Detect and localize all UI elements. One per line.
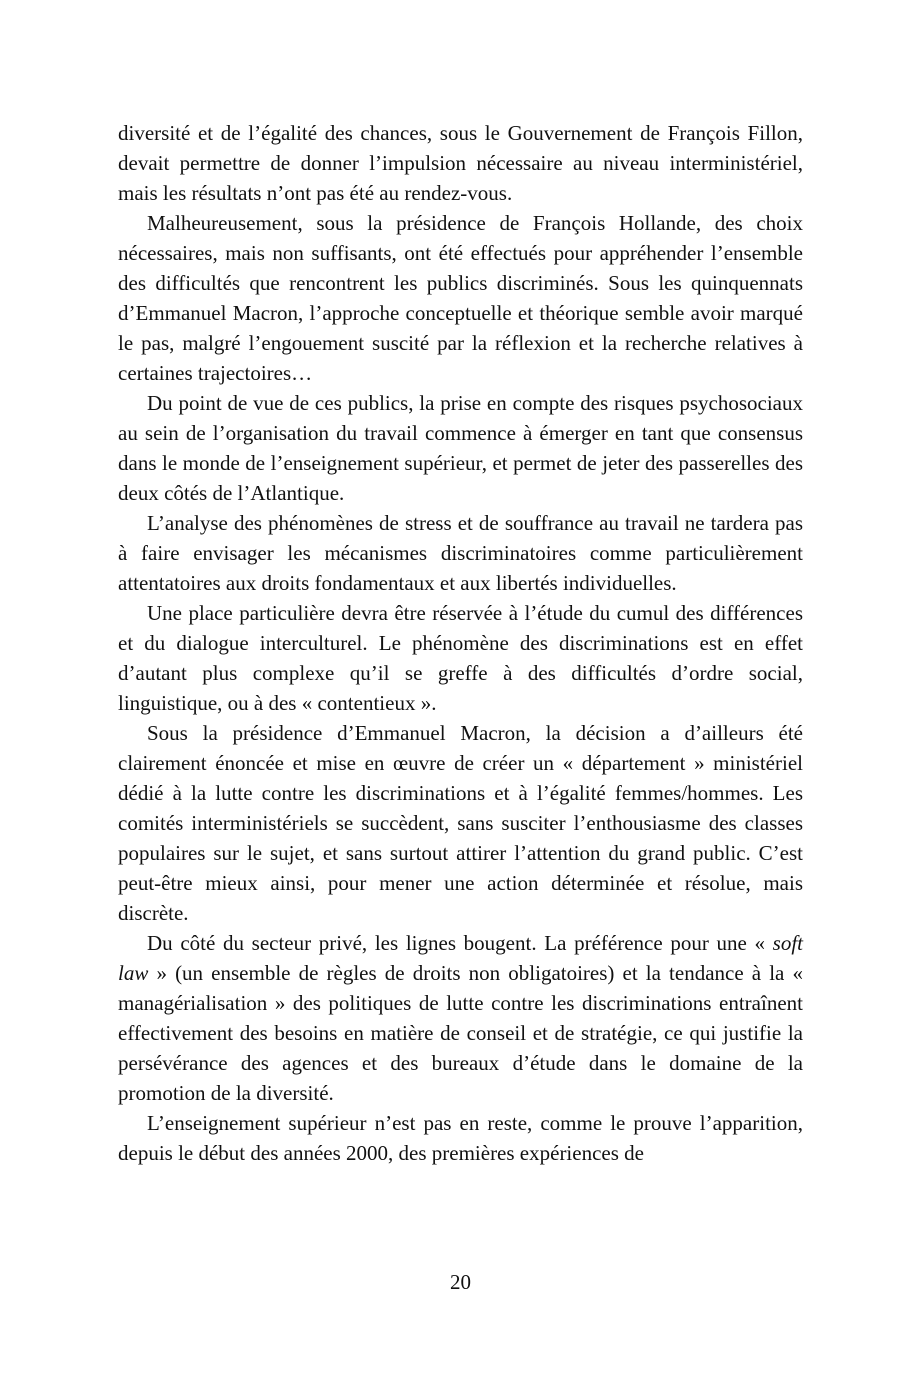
paragraph-private-sector bbox=[118, 928, 803, 1108]
paragraph-higher-education: L’enseignement supérieur n’est pas en reste, comme le prouve l’apparition, depuis le début des années 2000, des premières expériences de bbox=[118, 1111, 803, 1165]
italic-term: soft law bbox=[118, 931, 803, 985]
paragraph-text: » (un ensemble de règles de droits non obligatoires) et la tendance à la « managérialisation » des politiques de lutte contre les discriminations entraînent effectivement des besoins en matière de conseil et de stratégie, ce qui justifie la persévérance des agences et des bureaux d’étude dans le domaine de la promotion de la diversité. bbox=[118, 961, 803, 1105]
page-number: 20 bbox=[450, 1270, 471, 1294]
paragraph-text: Du côté du secteur privé, les lignes bougent. La préférence pour une « bbox=[147, 931, 773, 955]
paragraph: Du point de vue de ces publics, la prise en compte des risques psychosociaux au sein de l’organisation du travail commence à émerger en tant que consensus dans le monde de l’enseignement supérieur, et permet de jeter des passerelles des deux côtés de l’Atlantique. bbox=[118, 391, 803, 505]
page-body bbox=[118, 118, 803, 1168]
paragraph: L’analyse des phénomènes de stress et de souffrance au travail ne tardera pas à faire envisager les mécanismes discriminatoires comme particulièrement attentatoires aux droits fondamentaux et aux libertés individuelles. bbox=[118, 511, 803, 595]
paragraph: Sous la présidence d’Emmanuel Macron, la décision a d’ailleurs été clairement énoncée et mise en œuvre de créer un « département » ministériel dédié à la lutte contre les discriminations et à l’égalité femmes/hommes. Les comités interministériels se succèdent, sans susciter l’enthousiasme des classes populaires sur le sujet, et sans surtout attirer l’attention du grand public. C’est peut-être mieux ainsi, pour mener une action déterminée et résolue, mais discrète. bbox=[118, 721, 803, 925]
paragraph: Malheureusement, sous la présidence de François Hollande, des choix nécessaires, mais non suffisants, ont été effectués pour appréhender l’ensemble des difficultés que rencontrent les publics discriminés. Sous les quinquennats d’Emmanuel Macron, l’approche conceptuelle et théorique semble avoir marqué le pas, malgré l’engouement suscité par la réflexion et la recherche relatives à certaines trajectoires… bbox=[118, 211, 803, 385]
paragraph-continued: diversité et de l’égalité des chances, sous le Gouvernement de François Fillon, devait permettre de donner l’impulsion nécessaire au niveau interministériel, mais les résultats n’ont pas été au rendez-vous. bbox=[118, 121, 803, 205]
paragraph: Une place particulière devra être réservée à l’étude du cumul des différences et du dialogue interculturel. Le phénomène des discriminations est en effet d’autant plus complexe qu’il se greffe à des difficultés d’ordre social, linguistique, ou à des « contentieux ». bbox=[118, 601, 803, 715]
